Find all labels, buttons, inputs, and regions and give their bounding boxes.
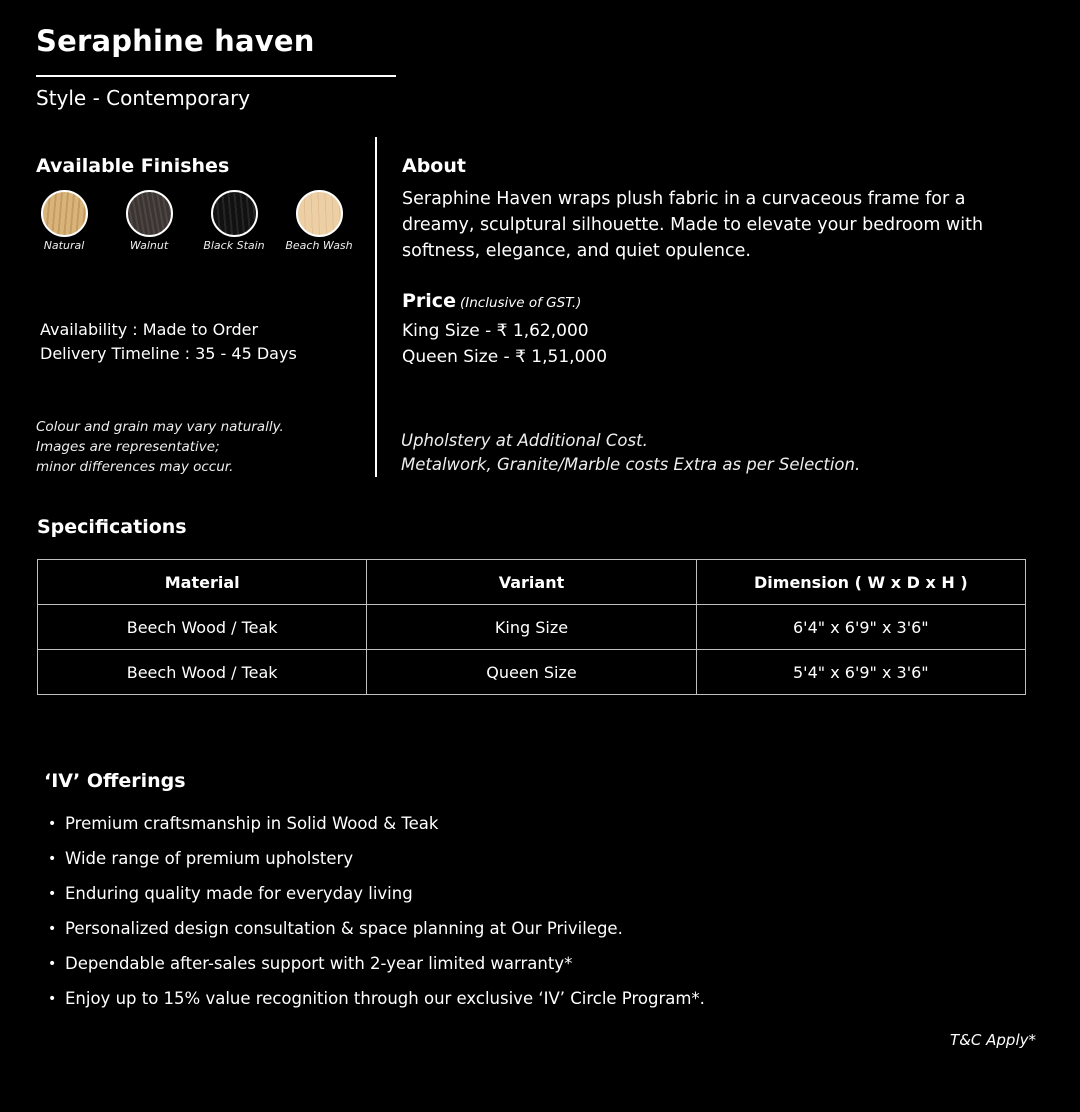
cell-variant: King Size (367, 605, 696, 650)
about-heading: About (402, 155, 466, 177)
bullet-icon: • (48, 816, 57, 832)
finish-label-black-stain: Black Stain (203, 239, 265, 252)
list-item (44, 948, 705, 983)
price-queen: Queen Size - ₹ 1,51,000 (402, 347, 608, 367)
header-material: Material (38, 560, 367, 605)
offering-text: Dependable after-sales support with 2-year limited warranty* (65, 954, 573, 973)
price-gst-note: (Inclusive of GST.) (459, 295, 582, 311)
cell-variant: Queen Size (367, 650, 696, 695)
list-item (44, 878, 705, 913)
header-variant: Variant (367, 560, 696, 605)
offering-text: Wide range of premium upholstery (65, 849, 354, 868)
list-item (44, 913, 705, 948)
finishes-heading: Available Finishes (36, 155, 230, 177)
finish-walnut (104, 190, 194, 252)
extra-cost-line-2: Metalwork, Granite/Marble costs Extra as per Selection. (401, 455, 861, 474)
bullet-icon: • (48, 921, 57, 937)
column-divider (375, 137, 377, 477)
delivery-timeline-text: Delivery Timeline : 35 - 45 Days (40, 344, 297, 363)
cell-dimension: 5'4" x 6'9" x 3'6" (696, 650, 1025, 695)
list-item (44, 983, 705, 1018)
terms-note: T&C Apply* (950, 1031, 1036, 1049)
product-style: Style - Contemporary (36, 86, 251, 110)
disclaimer-line-2: Images are representative; (36, 439, 220, 455)
offerings-heading: ‘IV’ Offerings (44, 770, 186, 792)
swatch-walnut (126, 190, 173, 237)
table-header-row (38, 560, 1026, 605)
extra-cost-line-1: Upholstery at Additional Cost. (401, 431, 648, 450)
disclaimer-line-1: Colour and grain may vary naturally. (36, 419, 284, 435)
price-heading (402, 290, 581, 312)
table-row (38, 605, 1026, 650)
offering-text: Personalized design consultation & space planning at Our Privilege. (65, 919, 623, 938)
disclaimer-line-3: minor differences may occur. (36, 459, 234, 475)
specifications-heading: Specifications (37, 516, 187, 538)
cell-material: Beech Wood / Teak (38, 605, 367, 650)
finish-label-walnut: Walnut (129, 239, 169, 252)
product-title: Seraphine haven (36, 24, 315, 58)
bullet-icon: • (48, 851, 57, 867)
swatch-black-stain (211, 190, 258, 237)
finish-label-natural: Natural (43, 239, 85, 252)
swatch-natural (41, 190, 88, 237)
offerings-list (44, 808, 705, 1018)
offering-text: Premium craftsmanship in Solid Wood & Teak (65, 814, 439, 833)
finish-natural (19, 190, 109, 252)
offering-text: Enduring quality made for everyday living (65, 884, 413, 903)
offering-text: Enjoy up to 15% value recognition through our exclusive ‘IV’ Circle Program*. (65, 989, 705, 1008)
finish-beach-wash (274, 190, 364, 252)
specifications-table (37, 559, 1026, 695)
availability-text: Availability : Made to Order (40, 320, 259, 339)
about-text: Seraphine Haven wraps plush fabric in a curvaceous frame for a dreamy, sculptural silhouette. Made to elevate your bedroom with softness, elegance, and quiet opulence. (402, 189, 984, 261)
cell-dimension: 6'4" x 6'9" x 3'6" (696, 605, 1025, 650)
bullet-icon: • (48, 991, 57, 1007)
bullet-icon: • (48, 956, 57, 972)
price-king: King Size - ₹ 1,62,000 (402, 321, 589, 341)
cell-material: Beech Wood / Teak (38, 650, 367, 695)
finish-black-stain (189, 190, 279, 252)
swatch-beach-wash (296, 190, 343, 237)
bullet-icon: • (48, 886, 57, 902)
finish-label-beach-wash: Beach Wash (285, 239, 353, 252)
table-row (38, 650, 1026, 695)
list-item (44, 843, 705, 878)
title-underline (36, 75, 396, 77)
list-item (44, 808, 705, 843)
header-dimension: Dimension ( W x D x H ) (696, 560, 1025, 605)
price-label: Price (402, 290, 456, 312)
